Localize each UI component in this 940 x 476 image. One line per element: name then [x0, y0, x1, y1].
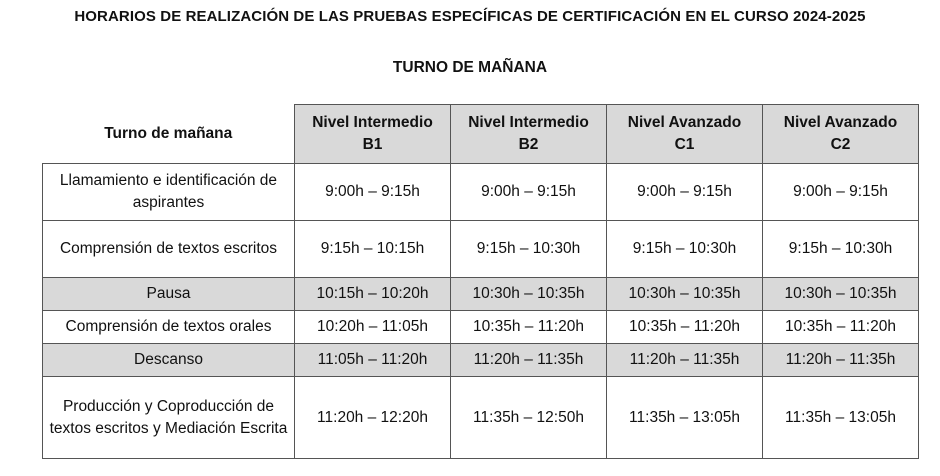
time-cell: 11:20h – 11:35h [451, 344, 607, 377]
level-header-line2: B2 [518, 136, 539, 153]
time-cell: 10:20h – 11:05h [295, 311, 451, 344]
time-cell: 9:00h – 9:15h [295, 164, 451, 221]
row-label: Comprensión de textos orales [43, 311, 295, 344]
time-cell: 9:15h – 10:30h [763, 221, 919, 278]
row-label: Pausa [43, 278, 295, 311]
corner-header: Turno de mañana [43, 105, 295, 164]
time-cell: 11:35h – 12:50h [451, 377, 607, 459]
table-row [43, 164, 919, 221]
level-header-c1 [607, 105, 763, 164]
time-cell: 10:30h – 10:35h [763, 278, 919, 311]
time-cell: 11:20h – 12:20h [295, 377, 451, 459]
time-cell: 10:30h – 10:35h [607, 278, 763, 311]
time-cell: 10:35h – 11:20h [451, 311, 607, 344]
time-cell: 11:20h – 11:35h [763, 344, 919, 377]
level-header-line1: Nivel Avanzado [627, 114, 742, 131]
shift-subtitle: TURNO DE MAÑANA [392, 59, 548, 76]
table-row [43, 311, 919, 344]
time-cell: 10:35h – 11:20h [607, 311, 763, 344]
time-cell: 11:20h – 11:35h [607, 344, 763, 377]
level-header-line2: C1 [674, 136, 695, 153]
time-cell: 11:35h – 13:05h [607, 377, 763, 459]
time-cell: 9:00h – 9:15h [763, 164, 919, 221]
level-header-b2 [451, 105, 607, 164]
table-row [43, 344, 919, 377]
row-label: Producción y Coproducción de textos escritos y Mediación Escrita [43, 377, 295, 459]
document-title: HORARIOS DE REALIZACIÓN DE LAS PRUEBAS ESPECÍFICAS DE CERTIFICACIÓN EN EL CURSO 2024-2025 [74, 8, 866, 25]
time-cell: 9:00h – 9:15h [607, 164, 763, 221]
table-row [43, 377, 919, 459]
time-cell: 10:15h – 10:20h [295, 278, 451, 311]
table-row [43, 278, 919, 311]
level-header-line1: Nivel Avanzado [783, 114, 898, 131]
level-header-b1 [295, 105, 451, 164]
level-header-line1: Nivel Intermedio [312, 114, 433, 131]
time-cell: 11:05h – 11:20h [295, 344, 451, 377]
row-label: Descanso [43, 344, 295, 377]
time-cell: 9:00h – 9:15h [451, 164, 607, 221]
time-cell: 9:15h – 10:15h [295, 221, 451, 278]
schedule-table [42, 104, 919, 459]
table-row [43, 221, 919, 278]
level-header-line1: Nivel Intermedio [468, 114, 589, 131]
row-label: Comprensión de textos escritos [43, 221, 295, 278]
level-header-line2: C2 [830, 136, 851, 153]
row-label: Llamamiento e identificación de aspirantes [43, 164, 295, 221]
time-cell: 9:15h – 10:30h [607, 221, 763, 278]
table-header-row [43, 105, 919, 164]
time-cell: 11:35h – 13:05h [763, 377, 919, 459]
time-cell: 10:35h – 11:20h [763, 311, 919, 344]
level-header-line2: B1 [362, 136, 383, 153]
level-header-c2 [763, 105, 919, 164]
time-cell: 9:15h – 10:30h [451, 221, 607, 278]
time-cell: 10:30h – 10:35h [451, 278, 607, 311]
